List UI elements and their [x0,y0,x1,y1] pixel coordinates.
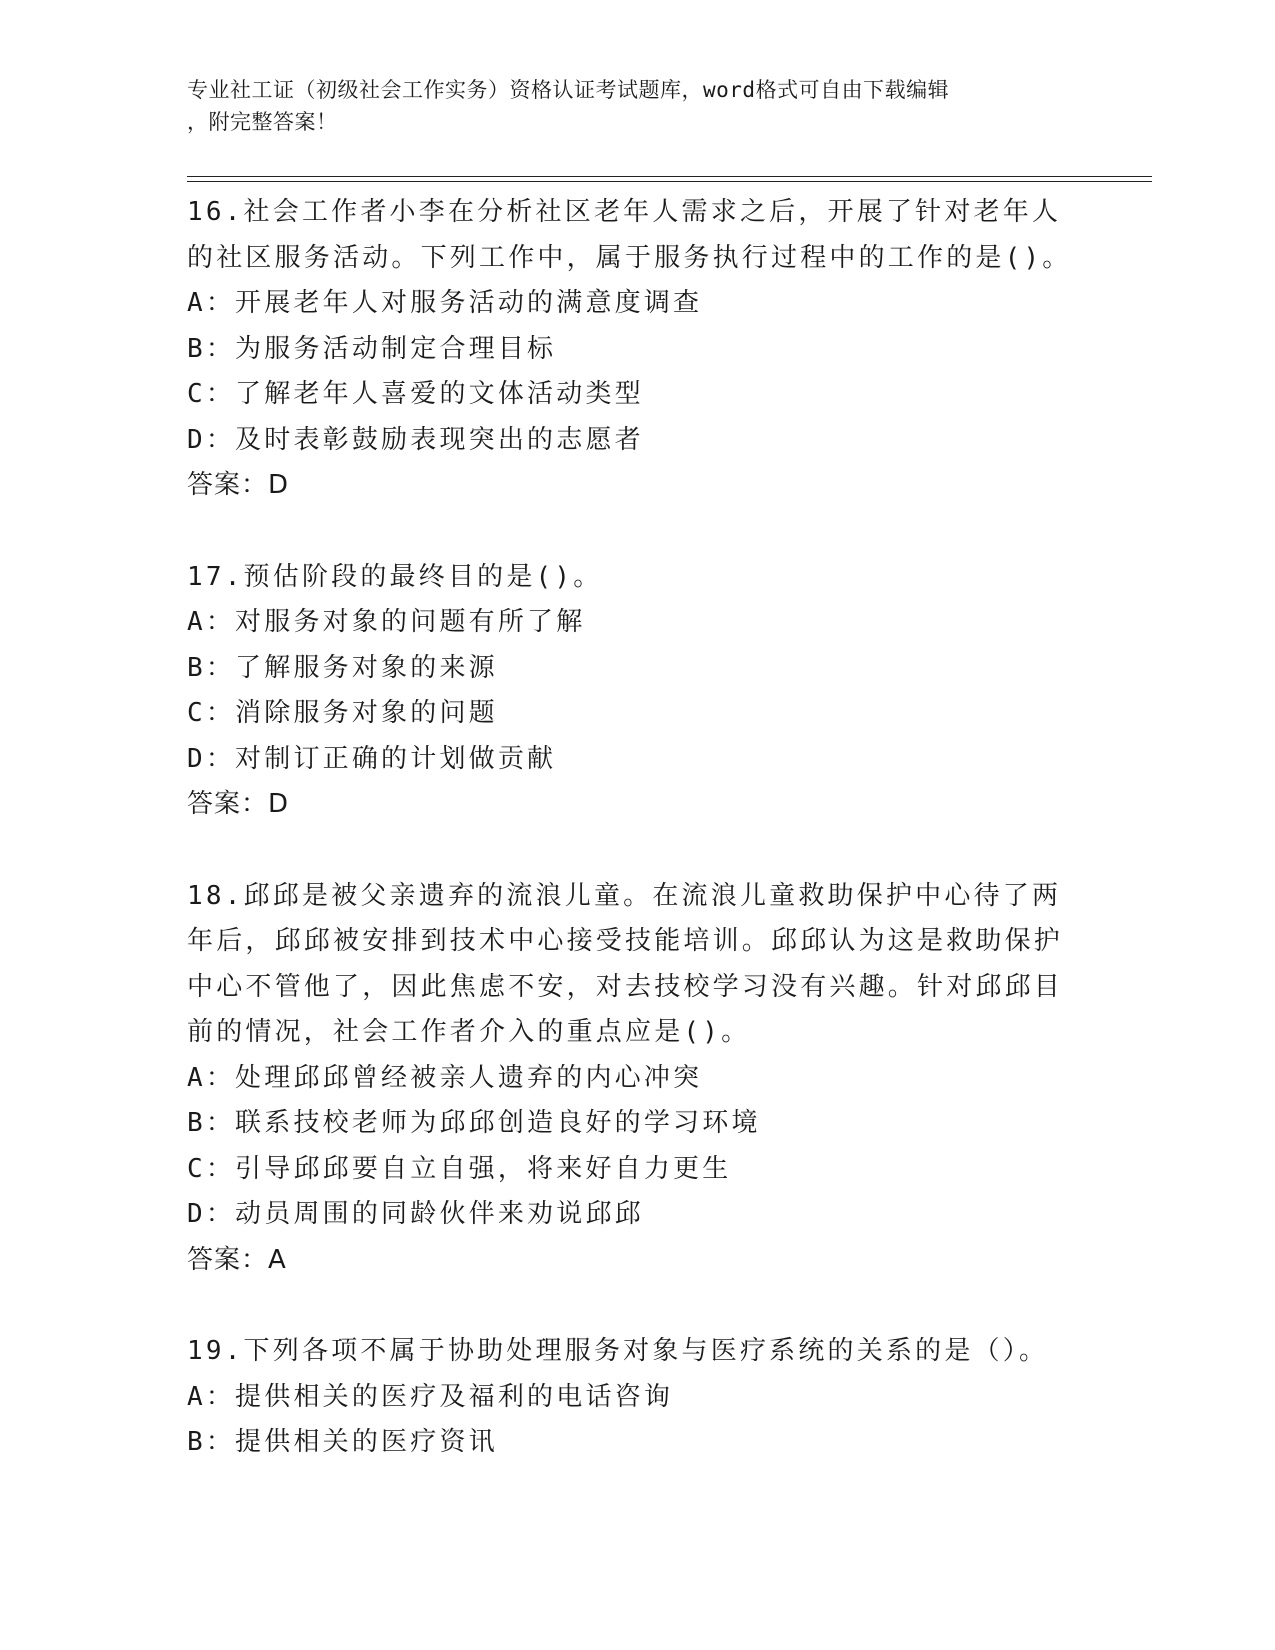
option-a: A：开展老年人对服务活动的满意度调查 [187,288,703,318]
question-16 [187,190,1087,509]
question-18 [187,874,1087,1284]
option-b: B：了解服务对象的来源 [187,652,498,683]
header-line-2: ，附完整答案！ [187,110,338,134]
header-divider-bottom [187,181,1152,182]
header-divider-top [187,176,1152,177]
answer: 答案：D [187,470,290,500]
option-c: C：消除服务对象的问题 [187,698,498,728]
question-list [187,190,1087,1512]
question-text: 17.预估阶段的最终目的是()。 [187,561,603,592]
option-a: A：对服务对象的问题有所了解 [187,607,586,637]
option-b: B：提供相关的医疗资讯 [187,1427,498,1457]
option-c: C：引导邱邱要自立自强，将来好自力更生 [187,1153,732,1184]
answer: 答案：D [187,789,290,819]
document-header [187,74,1067,138]
answer: 答案：A [187,1244,287,1275]
option-d: D：动员周围的同龄伙伴来劝说邱邱 [187,1199,644,1229]
question-text: 19.下列各项不属于协助处理服务对象与医疗系统的关系的是（）。 [187,1336,1049,1366]
question-text: 18.邱邱是被父亲遗弃的流浪儿童。在流浪儿童救助保护中心待了两年后，邱邱被安排到技术中心接受技能培训。邱邱认为这是救助保护中心不管他了，因此焦虑不安，对去技校学习没有兴趣。针对邱邱目前的情况，社会工作者介入的重点应是()。 [187,880,1064,1047]
question-19 [187,1329,1087,1466]
option-b: B：联系技校老师为邱邱创造良好的学习环境 [187,1108,761,1138]
option-a: A：提供相关的医疗及福利的电话咨询 [187,1381,674,1412]
option-a: A：处理邱邱曾经被亲人遗弃的内心冲突 [187,1062,703,1093]
option-c: C：了解老年人喜爱的文体活动类型 [187,379,644,409]
option-b: B：为服务活动制定合理目标 [187,333,557,364]
header-line-1: 专业社工证（初级社会工作实务）资格认证考试题库，word格式可自由下载编辑 [187,78,950,102]
question-17 [187,555,1087,828]
option-d: D：对制订正确的计划做贡献 [187,743,557,774]
question-text: 16.社会工作者小李在分析社区老年人需求之后，开展了针对老年人的社区服务活动。下列工作中，属于服务执行过程中的工作的是()。 [187,197,1072,273]
option-d: D：及时表彰鼓励表现突出的志愿者 [187,424,644,455]
